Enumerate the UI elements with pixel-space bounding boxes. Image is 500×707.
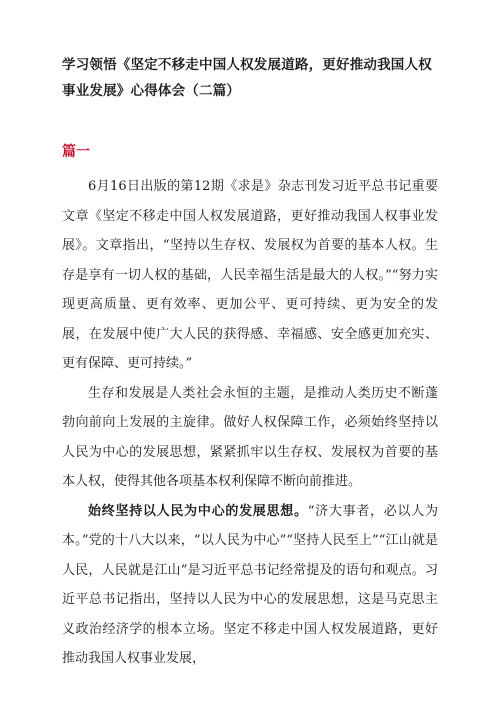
paragraph-3 [62,497,438,674]
paragraph-lead: 始终坚持以人民为中心的发展思想。 [88,503,308,519]
paragraph-text: 生存和发展是人类社会永恒的主题，是推动人类历史不断蓬勃向前向上发展的主旋律。做好人权保障工作，必须始终坚持以人民为中心的发展思想，紧紧抓牢以生存权、发展权为首要的基本人权，使得其他各项基本权利保障不断向前推进。 [62,385,438,489]
document-title: 学习领悟《坚定不移走中国人权发展道路，更好推动我国人权事业发展》心得体会（二篇） [62,57,432,99]
paragraph-1 [62,172,438,379]
section-heading: 篇一 [62,144,90,160]
paragraph-2 [62,379,438,497]
paragraph-text: “济大事者，必以人为本。”党的十八大以来，“以人民为中心”“坚持人民至上”“江山就是人民，人民就是江山”是习近平总书记经常提及的语句和观点。习近平总书记指出，坚持以人民为中心的发展思想，这是马克思主义政治经济学的根本立场。坚定不移走中国人权发展道路，更好推动我国人权事业发展， [62,503,438,666]
paragraph-text: 6月16日出版的第12期《求是》杂志刊发习近平总书记重要文章《坚定不移走中国人权发展道路，更好推动我国人权事业发展》。文章指出，“坚持以生存权、发展权为首要的基本人权。生存是享有一切人权的基础，人民幸福生活是最大的人权。”“努力实现更高质量、更有效率、更加公平、更可持续、更为安全的发展，在发展中使广大人民的获得感、幸福感、安全感更加充实、更有保障、更可持续。” [62,179,438,371]
